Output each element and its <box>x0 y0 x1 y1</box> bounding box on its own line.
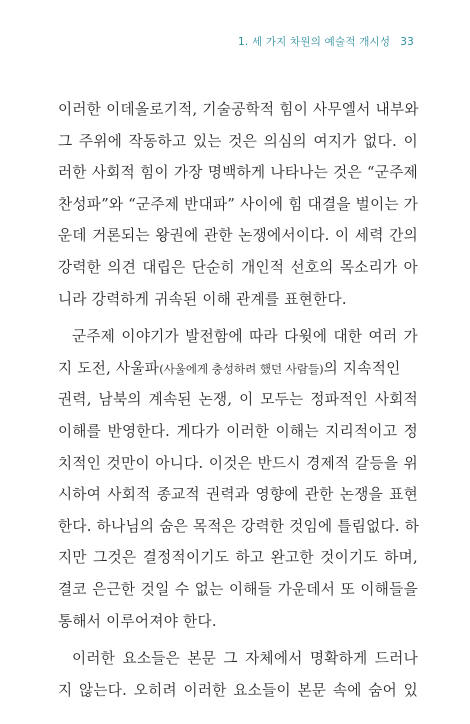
text-line: 결코 은근한 것일 수 없는 이해들 가운데서 또 이해들을 <box>58 580 418 598</box>
text-line: 지 않는다. 오히려 이러한 요소들이 본문 속에 숨어 있 <box>58 681 418 699</box>
text-line: 치적인 것만이 아니다. 이것은 반드시 경제적 갈등을 위 <box>58 454 418 472</box>
text-line: 그 주위에 작동하고 있는 것은 의심의 여지가 없다. 이 <box>58 132 418 150</box>
inline-note: (사울에게 충성하려 했던 사람들) <box>159 361 324 376</box>
text-segment: 의 지속적인 <box>323 359 401 377</box>
text-line: 군주제 이야기가 발전함에 따라 다윗에 대한 여러 가 <box>72 328 418 346</box>
text-line: 한다. 하나님의 숨은 목적은 강력한 것임에 틀림없다. 하 <box>58 517 420 535</box>
running-header <box>238 34 414 49</box>
text-line: 이해를 반영한다. 게다가 이러한 이해는 지리적이고 정 <box>58 422 418 440</box>
body-text <box>58 94 418 706</box>
text-line: 시하여 사회적 종교적 권력과 영향에 관한 논쟁을 표현 <box>58 486 418 504</box>
text-segment: 지 도전, 사울파 <box>58 359 160 377</box>
text-line: 찬성파”와 “군주제 반대파” 사이에 힘 대결을 벌이는 가 <box>58 195 419 213</box>
text-line: 니라 강력하게 귀속된 이해 관계를 표현한다. <box>58 290 347 308</box>
text-line: 이러한 이데올로기적, 기술공학적 힘이 사무엘서 내부와 <box>58 101 419 118</box>
text-line: 러한 사회적 힘이 가장 명백하게 나타나는 것은 “군주제 <box>58 164 418 182</box>
paragraph <box>58 643 418 706</box>
text-line-mixed <box>58 353 418 385</box>
text-line: 이러한 요소들은 본문 그 자체에서 명확하게 드러나 <box>72 650 418 668</box>
paragraph <box>58 94 418 315</box>
page-number: 33 <box>400 36 414 48</box>
text-line: 지만 그것은 결정적이기도 하고 완고한 것이기도 하며, <box>58 549 418 567</box>
section-title: 1. 세 가지 차원의 예술적 개시성 <box>238 36 391 48</box>
text-line: 권력, 남북의 계속된 논쟁, 이 모두는 정파적인 사회적 <box>58 391 418 409</box>
text-line: 강력한 의견 대립은 단순히 개인적 선호의 목소리가 아 <box>58 258 418 276</box>
text-line: 통해서 이루어져야 한다. <box>58 612 217 630</box>
paragraph <box>58 321 418 637</box>
text-line: 운데 거론되는 왕권에 관한 논쟁에서이다. 이 세력 간의 <box>58 227 418 245</box>
